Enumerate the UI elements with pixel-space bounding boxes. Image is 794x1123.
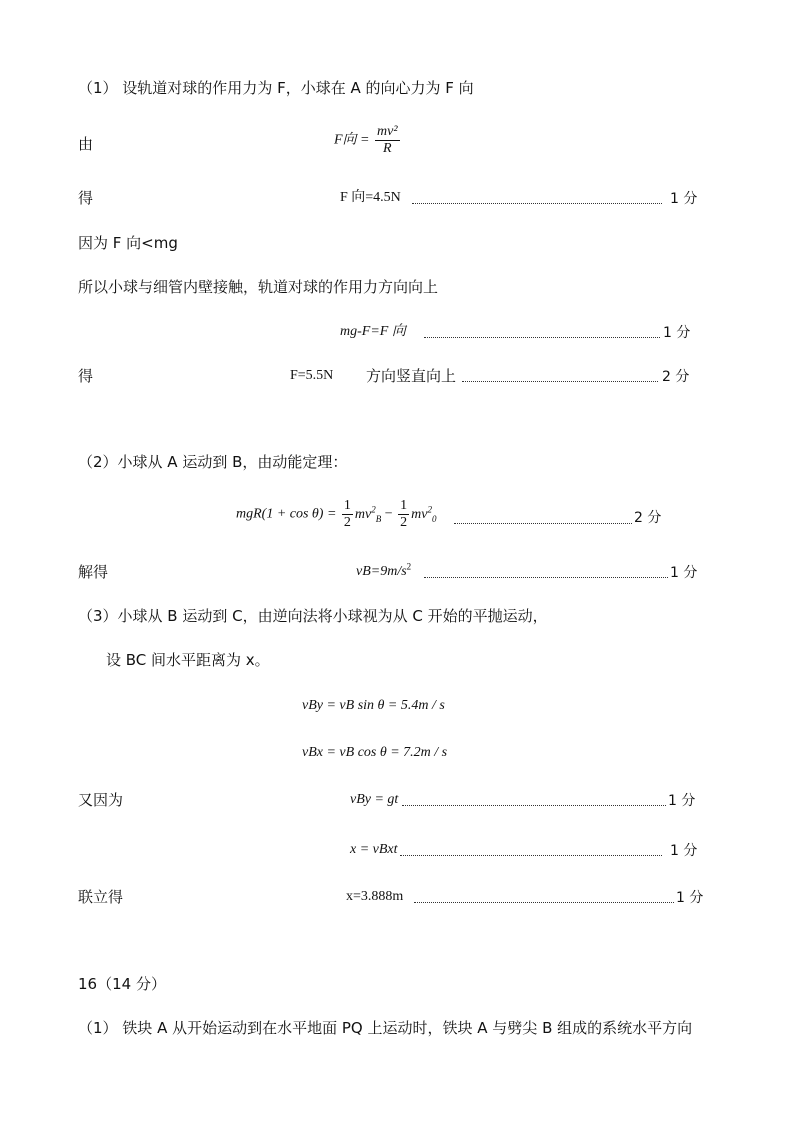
score-5: 1 分	[670, 565, 698, 581]
result-vb-sup: 2	[406, 561, 412, 572]
part1-intro: （1） 设轨道对球的作用力为 F，小球在 A 的向心力为 F 向	[78, 79, 474, 97]
label-de-1: 得	[78, 189, 94, 207]
formula-lhs: F向 =	[334, 132, 370, 148]
label-again: 又因为	[78, 791, 124, 809]
term-2-text: mv	[411, 506, 428, 522]
dotted-leader	[424, 337, 660, 338]
formula-denominator: R	[382, 141, 392, 156]
score-4: 2 分	[634, 510, 662, 526]
result-x: x=3.888m	[346, 889, 404, 904]
term-2-sub: 0	[431, 513, 437, 524]
equation-vby: vBy = vB sin θ = 5.4m / s	[302, 698, 445, 713]
energy-equation	[236, 498, 436, 531]
dotted-leader	[402, 805, 666, 806]
term-2: $mv^2_0$	[411, 503, 437, 524]
q16-line1: （1） 铁块 A 从开始运动到在水平地面 PQ 上运动时，铁块 A 与劈尖 B 组成的系统水平方向	[78, 1019, 693, 1037]
score-3: 2 分	[662, 369, 690, 385]
dotted-leader	[412, 203, 662, 204]
frac-num: 1	[400, 498, 408, 513]
eq-lhs: mgR(1 + cos θ) =	[236, 506, 337, 522]
minus-sign: −	[384, 506, 393, 522]
result-vb	[356, 562, 411, 582]
because-line: 因为 F 向<mg	[78, 234, 178, 252]
result-vb-text: vB=9m/s	[356, 564, 407, 579]
term-1: $mv^2_B$	[354, 503, 382, 524]
set-x-line: 设 BC 间水平距离为 x。	[106, 651, 270, 669]
equation-vbx: vBx = vB cos θ = 7.2m / s	[302, 745, 448, 760]
formula-fraction	[375, 124, 400, 157]
label-jiede: 解得	[78, 563, 109, 581]
frac-num: 1	[343, 498, 351, 513]
score-2: 1 分	[663, 325, 691, 341]
formula-centripetal	[334, 124, 402, 157]
part2-intro: （2）小球从 A 运动到 B，由动能定理：	[78, 453, 348, 471]
term-1-sub: B	[375, 513, 382, 524]
score-8: 1 分	[676, 890, 704, 906]
so-line: 所以小球与细管内壁接触，轨道对球的作用力方向向上	[78, 278, 439, 296]
formula-numerator: mv²	[377, 124, 398, 139]
equation-vby-gt: vBy = gt	[350, 792, 399, 807]
dotted-leader	[454, 523, 632, 524]
label-de-2: 得	[78, 367, 94, 385]
dotted-leader	[462, 381, 658, 382]
label-you: 由	[78, 135, 94, 153]
part3-intro: （3）小球从 B 运动到 C，由逆向法将小球视为从 C 开始的平抛运动，	[78, 607, 548, 625]
dotted-leader	[424, 577, 668, 578]
dotted-leader	[414, 902, 674, 903]
result-f-centripetal: F 向=4.5N	[340, 190, 401, 205]
equation-x: x = vBxt	[350, 842, 398, 857]
score-7: 1 分	[670, 843, 698, 859]
q16-header: 16（14 分）	[78, 975, 166, 993]
result-f: F=5.5N	[290, 368, 334, 383]
frac-den: 2	[343, 515, 351, 530]
dotted-leader	[400, 855, 662, 856]
score-6: 1 分	[668, 793, 696, 809]
half-fraction-1	[342, 498, 353, 531]
label-combine: 联立得	[78, 888, 124, 906]
term-1-text: mv	[354, 506, 372, 522]
direction-text: 方向竖直向上	[366, 367, 457, 385]
frac-den: 2	[400, 515, 408, 530]
half-fraction-2	[398, 498, 409, 531]
equation-force-balance: mg-F=F 向	[340, 324, 406, 339]
score-1: 1 分	[670, 191, 698, 207]
